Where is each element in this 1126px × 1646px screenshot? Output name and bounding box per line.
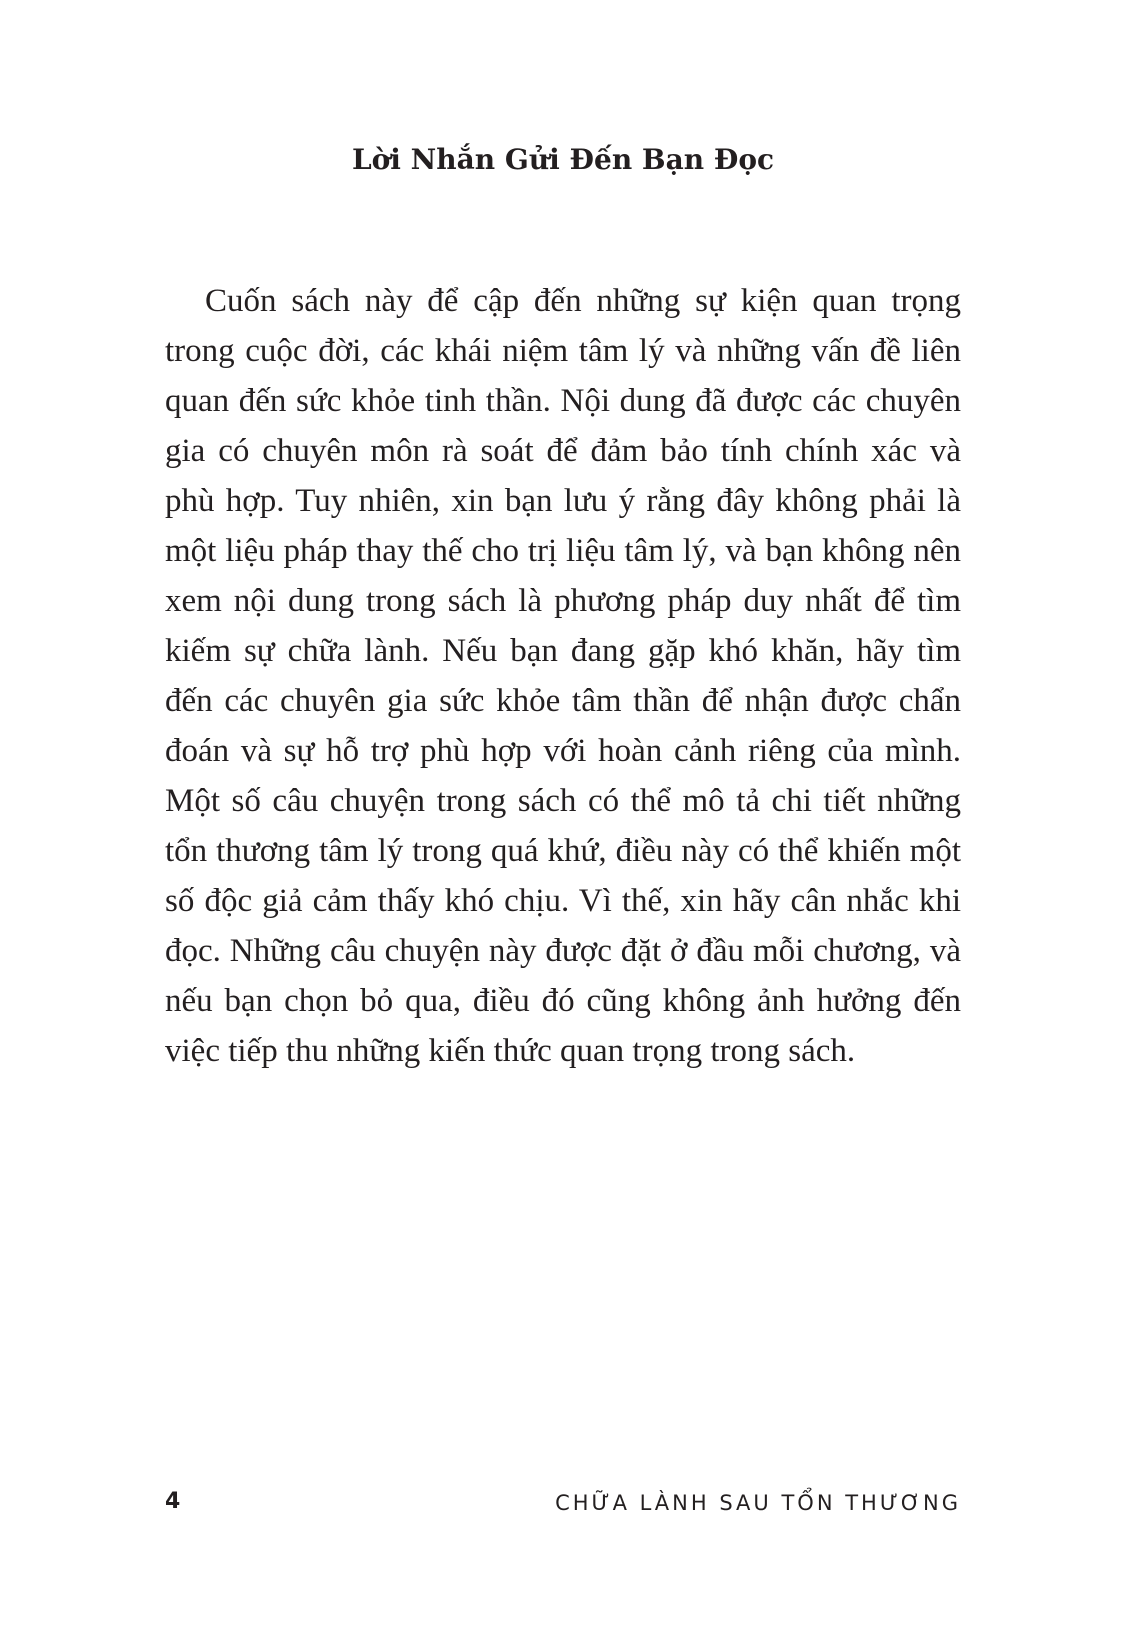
paragraph-line: phù hợp. Tuy nhiên, xin bạn lưu ý rằng đây không phải là — [165, 483, 961, 519]
paragraph-line: số độc giả cảm thấy khó chịu. Vì thế, xin hãy cân nhắc khi — [165, 883, 961, 919]
paragraph-line: xem nội dung trong sách là phương pháp duy nhất để tìm — [165, 583, 961, 619]
page-title: Lời Nhắn Gửi Đến Bạn Đọc — [351, 143, 775, 176]
running-footer-title: CHỮA LÀNH SAU TỔN THƯƠNG — [555, 1491, 961, 1515]
paragraph-line: tổn thương tâm lý trong quá khứ, điều này có thể khiến một — [165, 833, 961, 869]
paragraph-line: đến các chuyên gia sức khỏe tâm thần để nhận được chẩn — [165, 683, 961, 719]
paragraph-line: Một số câu chuyện trong sách có thể mô tả chi tiết những — [165, 783, 961, 819]
paragraph-line: nếu bạn chọn bỏ qua, điều đó cũng không ảnh hưởng đến — [165, 983, 961, 1019]
paragraph-line: quan đến sức khỏe tinh thần. Nội dung đã được các chuyên — [165, 383, 961, 419]
paragraph-line: kiếm sự chữa lành. Nếu bạn đang gặp khó khăn, hãy tìm — [165, 633, 961, 669]
paragraph-line: gia có chuyên môn rà soát để đảm bảo tính chính xác và — [165, 433, 961, 469]
paragraph-line: trong cuộc đời, các khái niệm tâm lý và những vấn đề liên — [165, 333, 961, 369]
paragraph-line: đọc. Những câu chuyện này được đặt ở đầu mỗi chương, và — [165, 933, 961, 969]
page-number: 4 — [165, 1489, 181, 1514]
paragraph-line: đoán và sự hỗ trợ phù hợp với hoàn cảnh riêng của mình. — [165, 733, 961, 769]
paragraph-line: một liệu pháp thay thế cho trị liệu tâm lý, và bạn không nên — [165, 533, 961, 569]
paragraph-line: Cuốn sách này để cập đến những sự kiện quan trọng — [205, 283, 961, 319]
paragraph-line: việc tiếp thu những kiến thức quan trọng trong sách. — [165, 1033, 856, 1069]
body-paragraph — [165, 276, 961, 1076]
